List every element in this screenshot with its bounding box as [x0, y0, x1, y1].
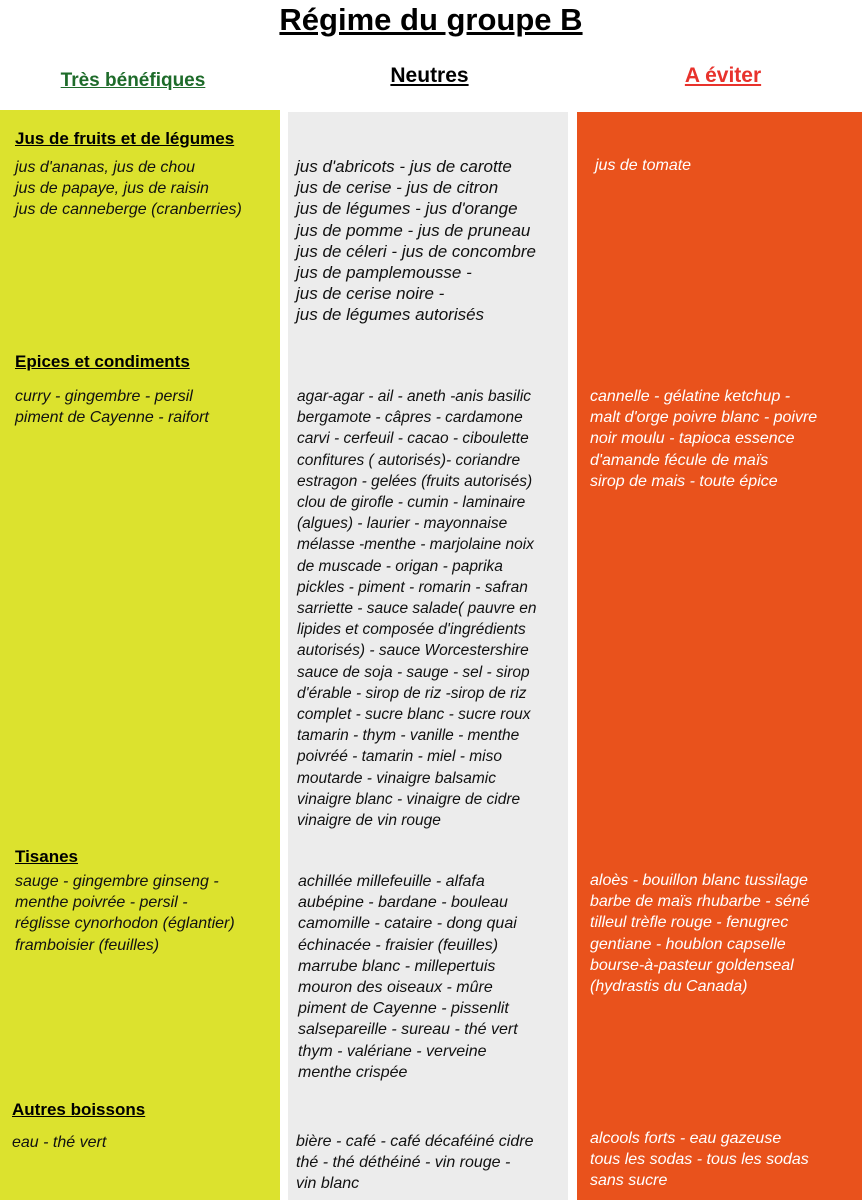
neutres-autres-text: bière - café - café décaféiné cidre thé - thé déthéiné - vin rouge - vin blanc [296, 1133, 534, 1193]
benefiques-epices-text: curry - gingembre - persil piment de Cayenne - raifort [15, 388, 209, 427]
eviter-tisanes-text: aloès - bouillon blanc tussilage barbe de maïs rhubarbe - séné tilleul trèfle rouge - fenugrec gentiane - houblon capselle bourse-à-pasteur goldenseal (hydrastis du Canada) [590, 872, 810, 996]
section-label-tisanes: Tisanes [15, 847, 79, 866]
section-label-jus: Jus de fruits et de légumes [15, 129, 235, 148]
column-header-neutres: Neutres [390, 64, 469, 87]
benefiques-jus-text: jus d'ananas, jus de chou jus de papaye, jus de raisin jus de canneberge (cranberries) [15, 159, 242, 219]
benefiques-autres-text: eau - thé vert [12, 1134, 107, 1151]
column-eviter [577, 112, 862, 1200]
section-label-epices: Epices et condiments [15, 352, 190, 371]
neutres-jus-text: jus d'abricots - jus de carotte jus de cerise - jus de citron jus de légumes - jus d'orange jus de pomme - jus de pruneau jus de céleri - jus de concombre jus de pamplemousse - jus de cerise noire - jus de légumes autorisés [296, 157, 537, 325]
eviter-jus-text: jus de tomate [595, 157, 692, 174]
section-label-autres: Autres boissons [12, 1100, 146, 1119]
neutres-tisanes-text: achillée millefeuille - alfafa aubépine - bardane - bouleau camomille - cataire - dong quai échinacée - fraisier (feuilles) marrube blanc - millepertuis mouron des oiseaux - mûre piment de Cayenne - pissenlit salsepareille - sureau - thé vert thym - valériane - verveine menthe crispée [298, 873, 518, 1081]
column-benefiques [0, 110, 280, 1200]
page-title: Régime du groupe B [279, 2, 583, 37]
neutres-epices-text: agar-agar - ail - aneth -anis basilic bergamote - câpres - cardamone carvi - cerfeuil - cacao - ciboulette confitures ( autorisés)- coriandre estragon - gelées (fruits autorisés) clou de girofle - cumin - laminaire (algues) - laurier - mayonnaise mélasse -menthe - marjolaine noix de muscade - origan - paprika pickles - piment - romarin - safran sarriette - sauce salade( pauvre en lipides et composée d'ingrédients autorisés) - sauce Worcestershire sauce de soja - sauge - sel - sirop d'érable - sirop de riz -sirop de riz complet - sucre blanc - sucre roux tamarin - thym - vanille - menthe poivréé - tamarin - miel - miso moutarde - vinaigre balsamic vinaigre blanc - vinaigre de cidre vinaigre de vin rouge [297, 388, 537, 830]
benefiques-tisanes-text: sauge - gingembre ginseng - menthe poivrée - persil - réglisse cynorhodon (églantier) framboisier (feuilles) [15, 873, 235, 954]
eviter-autres-text: alcools forts - eau gazeuse tous les sodas - tous les sodas sans sucre [590, 1130, 809, 1190]
eviter-epices-text: cannelle - gélatine ketchup - malt d'orge poivre blanc - poivre noir moulu - tapioca essence d'amande fécule de maïs sirop de mais - toute épice [590, 388, 818, 490]
column-header-benefiques: Très bénéfiques [60, 70, 206, 91]
column-header-eviter: A éviter [684, 64, 762, 87]
